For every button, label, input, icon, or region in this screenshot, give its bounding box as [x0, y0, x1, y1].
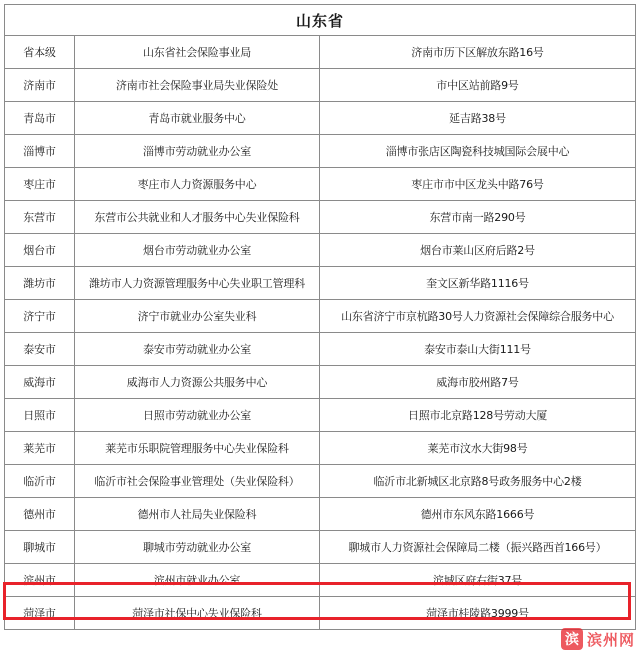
address-cell: 烟台市莱山区府后路2号 — [320, 234, 636, 267]
address-cell: 德州市东风东路1666号 — [320, 498, 636, 531]
agency-cell: 日照市劳动就业办公室 — [75, 399, 320, 432]
agency-cell: 济南市社会保险事业局失业保险处 — [75, 69, 320, 102]
city-cell: 枣庄市 — [5, 168, 75, 201]
address-cell: 山东省济宁市京杭路30号人力资源社会保障综合服务中心 — [320, 300, 636, 333]
table-row — [5, 36, 636, 69]
table-row — [5, 564, 636, 597]
agency-cell: 莱芜市乐职院管理服务中心失业保险科 — [75, 432, 320, 465]
agency-cell: 淄博市劳动就业办公室 — [75, 135, 320, 168]
agency-cell: 枣庄市人力资源服务中心 — [75, 168, 320, 201]
table-row — [5, 366, 636, 399]
city-cell: 潍坊市 — [5, 267, 75, 300]
agency-cell: 东营市公共就业和人才服务中心失业保险科 — [75, 201, 320, 234]
table-row — [5, 399, 636, 432]
agency-cell: 滨州市就业办公室 — [75, 564, 320, 597]
city-cell: 莱芜市 — [5, 432, 75, 465]
city-cell: 淄博市 — [5, 135, 75, 168]
table-row — [5, 465, 636, 498]
table-row — [5, 102, 636, 135]
unemployment-office-table-sheet — [4, 4, 635, 630]
city-cell: 威海市 — [5, 366, 75, 399]
city-cell: 省本级 — [5, 36, 75, 69]
table-row — [5, 300, 636, 333]
agency-cell: 青岛市就业服务中心 — [75, 102, 320, 135]
agency-cell: 烟台市劳动就业办公室 — [75, 234, 320, 267]
table-row — [5, 201, 636, 234]
city-cell: 聊城市 — [5, 531, 75, 564]
agency-cell: 菏泽市社保中心失业保险科 — [75, 597, 320, 630]
agency-cell: 山东省社会保险事业局 — [75, 36, 320, 69]
city-cell: 烟台市 — [5, 234, 75, 267]
city-cell: 济宁市 — [5, 300, 75, 333]
city-cell: 菏泽市 — [5, 597, 75, 630]
address-cell: 莱芜市汶水大街98号 — [320, 432, 636, 465]
address-cell: 菏泽市桂陵路3999号 — [320, 597, 636, 630]
province-title: 山东省 — [5, 5, 636, 36]
table-row — [5, 498, 636, 531]
city-cell: 泰安市 — [5, 333, 75, 366]
address-cell: 滨城区府右街37号 — [320, 564, 636, 597]
watermark-text: 滨州网 — [586, 630, 635, 649]
city-cell: 东营市 — [5, 201, 75, 234]
table-row — [5, 69, 636, 102]
address-cell: 延吉路38号 — [320, 102, 636, 135]
agency-cell: 潍坊市人力资源管理服务中心失业职工管理科 — [75, 267, 320, 300]
agency-cell: 威海市人力资源公共服务中心 — [75, 366, 320, 399]
table-row — [5, 597, 636, 630]
table-title-row — [5, 5, 636, 36]
city-cell: 滨州市 — [5, 564, 75, 597]
city-cell: 青岛市 — [5, 102, 75, 135]
unemployment-office-table — [4, 4, 636, 630]
address-cell: 临沂市北新城区北京路8号政务服务中心2楼 — [320, 465, 636, 498]
table-row — [5, 234, 636, 267]
address-cell: 枣庄市市中区龙头中路76号 — [320, 168, 636, 201]
table-row — [5, 135, 636, 168]
address-cell: 聊城市人力资源社会保障局二楼（振兴路西首166号） — [320, 531, 636, 564]
city-cell: 临沂市 — [5, 465, 75, 498]
address-cell: 日照市北京路128号劳动大厦 — [320, 399, 636, 432]
table-row — [5, 333, 636, 366]
agency-cell: 临沂市社会保险事业管理处（失业保险科） — [75, 465, 320, 498]
table-row — [5, 432, 636, 465]
address-cell: 淄博市张店区陶瓷科技城国际会展中心 — [320, 135, 636, 168]
table-row — [5, 267, 636, 300]
table-row — [5, 168, 636, 201]
address-cell: 东营市南一路290号 — [320, 201, 636, 234]
city-cell: 济南市 — [5, 69, 75, 102]
address-cell: 泰安市泰山大街111号 — [320, 333, 636, 366]
watermark — [561, 628, 635, 650]
city-cell: 德州市 — [5, 498, 75, 531]
city-cell: 日照市 — [5, 399, 75, 432]
watermark-logo-icon: 滨 — [561, 628, 583, 650]
agency-cell: 德州市人社局失业保险科 — [75, 498, 320, 531]
address-cell: 奎文区新华路1116号 — [320, 267, 636, 300]
address-cell: 威海市胶州路7号 — [320, 366, 636, 399]
agency-cell: 聊城市劳动就业办公室 — [75, 531, 320, 564]
address-cell: 市中区站前路9号 — [320, 69, 636, 102]
agency-cell: 济宁市就业办公室失业科 — [75, 300, 320, 333]
table-row — [5, 531, 636, 564]
address-cell: 济南市历下区解放东路16号 — [320, 36, 636, 69]
agency-cell: 泰安市劳动就业办公室 — [75, 333, 320, 366]
